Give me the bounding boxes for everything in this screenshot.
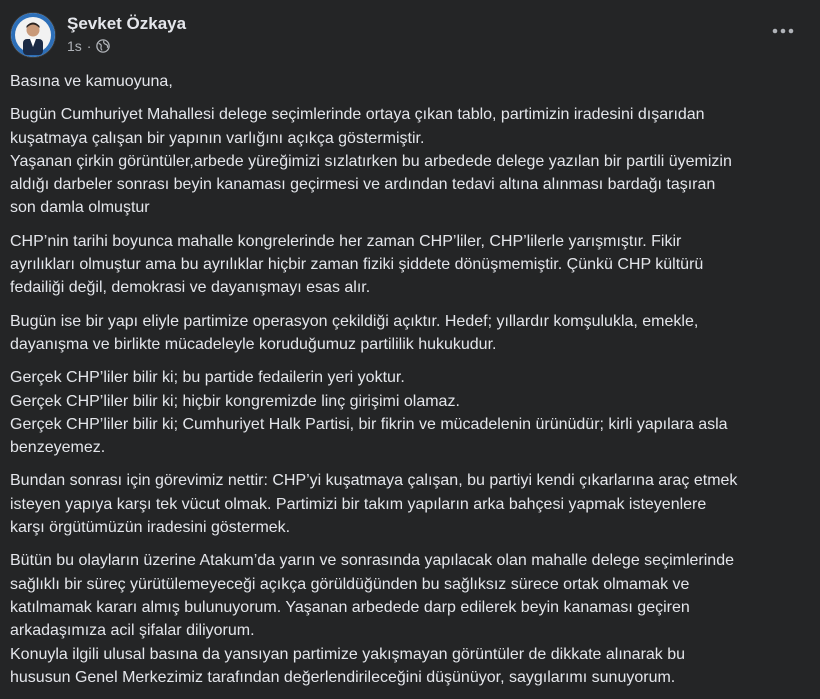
text-line: katılmamak kararı almış bulunuyorum. Yaşanan arbedede darp edilerek beyin kanaması geçiren [10, 598, 690, 616]
text-line: benzeyemez. [10, 439, 106, 457]
post-paragraph [10, 469, 805, 539]
post-paragraph [10, 366, 805, 459]
text-line: aldığı darbeler sonrası beyin kanaması geçirmesi ve ardından tedavi altına alınması bardağı taşıran [10, 176, 716, 194]
text-line: ayrılıkları olmuştur ama bu ayrılıklar hiçbir zaman fiziki şiddete dönüşmemiştir. Çünkü CHP kültürü [10, 256, 704, 274]
post-paragraphs [10, 103, 805, 689]
text-line: isteyen yapıya karşı tek vücut olmak. Partimizi bir takım yapıların arka bahçesi yapmak isteyenlere [10, 495, 707, 513]
text-line: arkadaşımıza acil şifalar diliyorum. [10, 622, 255, 640]
text-line: Bugün ise bir yapı eliyle partimize operasyon çekildiği açıktır. Hedef; yıllardır komşulukla, emekle, [10, 312, 699, 330]
text-line: Yaşanan çirkin görüntüler,arbede yüreğimizi sızlatırken bu arbedede delege yazılan bir partili üyemizin [10, 152, 732, 170]
post-greeting [10, 70, 805, 93]
more-options-icon[interactable] [768, 21, 798, 41]
text-line: hususun Genel Merkezimiz tarafından değerlendirileceğini düşünüyor, saygılarımı sunuyorum. [10, 668, 676, 686]
post-content [10, 70, 805, 699]
post-meta [67, 38, 110, 54]
text-line: fedailiği değil, demokrasi ve dayanışmayı esas alır. [10, 279, 371, 297]
text-line: sağlıklı bir süreç yürütülemeyeceği açıkça görüldüğünden bu sağlıksız sürece ortak olmamak ve [10, 575, 690, 593]
post-header [0, 0, 820, 64]
text-line: kuşatmaya çalışan bir yapının varlığını açıkça göstermiştir. [10, 129, 425, 147]
text-line: CHP’nin tarihi boyunca mahalle kongrelerinde her zaman CHP’liler, CHP’lilerle yarışmıştır. Fikir [10, 232, 682, 250]
text-line: son damla olmuştur [10, 199, 150, 217]
post-paragraph [10, 230, 805, 300]
post-timestamp[interactable]: 1s [67, 38, 82, 54]
avatar-photo [11, 13, 55, 57]
globe-icon[interactable] [96, 39, 110, 53]
post-paragraph [10, 549, 805, 689]
author-avatar[interactable] [11, 13, 55, 57]
text-line: Gerçek CHP’liler bilir ki; hiçbir kongremizde linç girişimi olamaz. [10, 392, 460, 410]
author-name[interactable]: Şevket Özkaya [67, 14, 187, 33]
text-line: Bugün Cumhuriyet Mahallesi delege seçimlerinde ortaya çıkan tablo, partimizin iradesini dışarıdan [10, 106, 705, 124]
text-line: Konuyla ilgili ulusal basına da yansıyan partimize yakışmayan görüntüler de dikkate alınarak bu [10, 645, 686, 663]
text-line: Bundan sonrası için görevimiz nettir: CHP’yi kuşatmaya çalışan, bu partiyi kendi çıkarlarına araç etmek [10, 472, 738, 490]
text-line: Gerçek CHP’liler bilir ki; Cumhuriyet Halk Partisi, bir fikrin ve mücadelenin ürünüdür; kirli yapılara asla [10, 415, 728, 433]
text-line: Gerçek CHP’liler bilir ki; bu partide fedailerin yeri yoktur. [10, 369, 405, 387]
post-paragraph [10, 103, 805, 219]
meta-separator: · [86, 38, 92, 54]
text-line: dayanışma ve birlikte mücadeleyle koruduğumuz partililik hukukudur. [10, 335, 497, 353]
text-line: Basına ve kamuoyuna, [10, 73, 173, 90]
text-line: karşı örgütümüzün iradesini göstermek. [10, 519, 291, 537]
post-paragraph [10, 310, 805, 357]
text-line: Bütün bu olayların üzerine Atakum’da yarın ve sonrasında yapılacak olan mahalle delege seçimlerinde [10, 552, 734, 570]
